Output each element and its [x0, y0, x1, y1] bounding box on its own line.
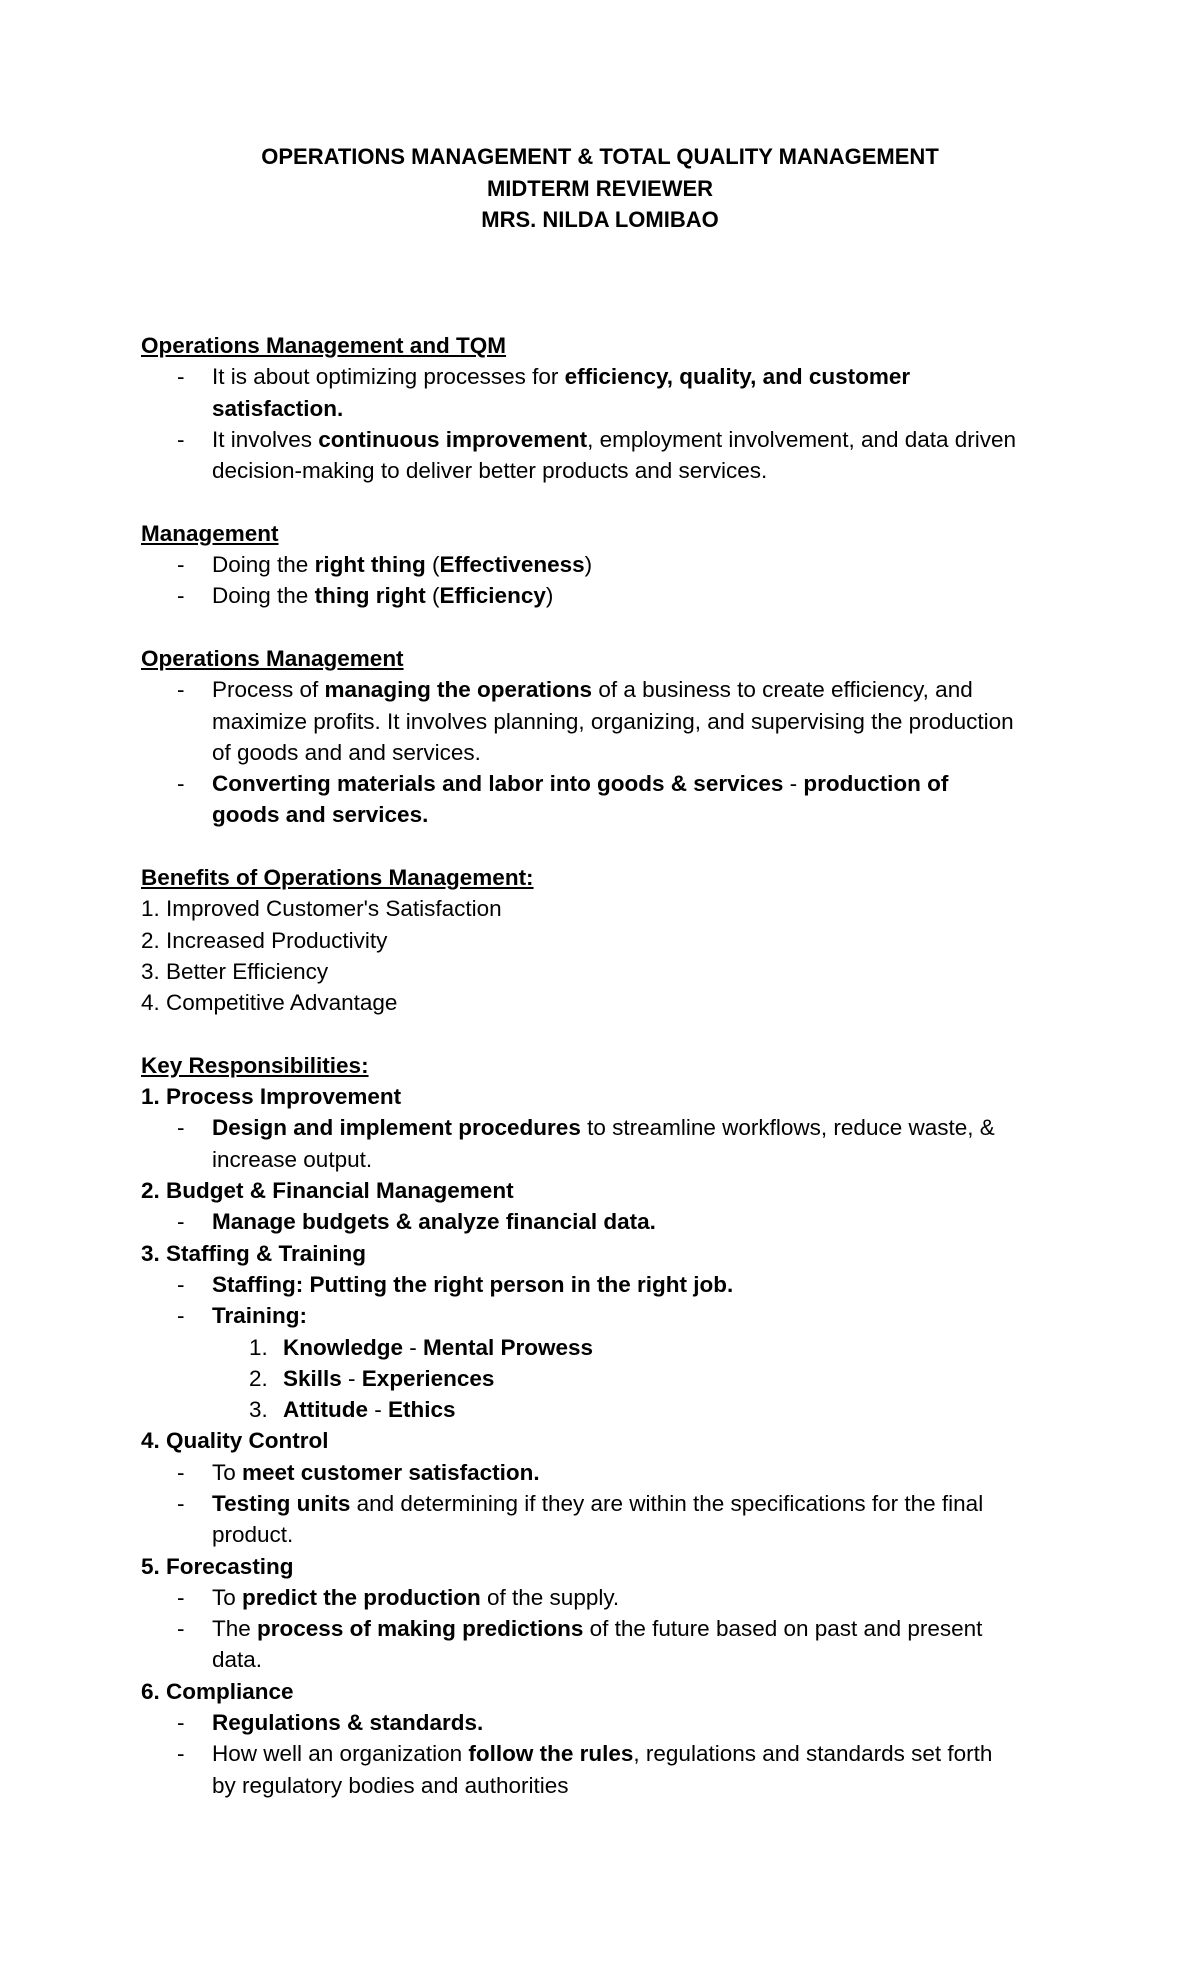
text: Doing the: [212, 552, 315, 578]
text: The: [212, 1616, 258, 1642]
bullet-item: [141, 1582, 1081, 1613]
dash-marker: -: [177, 1616, 185, 1642]
bold-text: 5. Forecasting: [141, 1553, 294, 1579]
section-benefits: [141, 862, 1081, 1018]
bold-text: 6. Compliance: [141, 1678, 294, 1704]
bold-text: production of: [803, 771, 949, 797]
text: , employment involvement, and data driven: [587, 426, 1017, 452]
bold-text: satisfaction.: [212, 395, 344, 421]
bold-text: follow the rules: [468, 1741, 634, 1767]
text: of the supply.: [480, 1584, 620, 1610]
bold-text: goods and services.: [212, 802, 429, 828]
text: (: [425, 583, 440, 609]
dash-marker: -: [177, 1741, 185, 1767]
section-title: Operations Management and TQM: [141, 333, 507, 358]
numbered-sub-item: [141, 1363, 1081, 1394]
bold-text: 1. Process Improvement: [141, 1084, 402, 1110]
bold-text: Ethics: [387, 1397, 456, 1423]
number-marker: 3.: [249, 1397, 268, 1423]
bullet-item: [141, 580, 1081, 611]
dash-marker: -: [177, 1115, 185, 1141]
text: of goods and and services.: [212, 739, 481, 765]
numbered-sub-item: [141, 1394, 1081, 1425]
bold-text: 2. Budget & Financial Management: [141, 1178, 514, 1204]
dash-marker: -: [177, 552, 185, 578]
document-header: [0, 141, 1200, 236]
section-title: Benefits of Operations Management:: [141, 865, 534, 891]
responsibility-heading: [141, 1676, 1081, 1707]
list-item: 1. Improved Customer's Satisfaction: [141, 896, 502, 922]
bullet-item: [141, 549, 1081, 580]
dash-marker: -: [177, 1490, 185, 1516]
number-marker: 2.: [249, 1365, 268, 1391]
text: maximize profits. It involves planning, organizing, and supervising the production: [212, 708, 1014, 734]
bold-text: Attitude: [283, 1397, 368, 1423]
responsibility-heading: [141, 1238, 1081, 1269]
bullet-item: [141, 1707, 1081, 1738]
dash-marker: -: [177, 771, 185, 797]
section-title: Management: [141, 520, 279, 546]
text: Doing the: [212, 583, 315, 609]
bullet-item: [141, 1206, 1081, 1237]
responsibility-heading: [141, 1175, 1081, 1206]
text: decision-making to deliver better products and services.: [212, 458, 768, 484]
responsibility-heading: [141, 1425, 1081, 1456]
section-operations-management: [141, 643, 1081, 831]
separator: -: [367, 1397, 388, 1423]
bullet-item: [141, 1488, 1081, 1551]
bold-text: efficiency, quality, and customer: [564, 364, 911, 390]
number-marker: 1.: [249, 1334, 268, 1360]
text: and determining if they are within the specifications for the final: [350, 1490, 984, 1516]
text: product.: [212, 1522, 294, 1548]
section-management: [141, 518, 1081, 612]
bold-text: Staffing: Putting the right person in the right job.: [212, 1271, 734, 1297]
section-key-responsibilities: [141, 1050, 1081, 1801]
bold-text: Converting materials and labor into goods & services: [212, 771, 784, 797]
bold-text: 4. Quality Control: [141, 1428, 329, 1454]
bullet-item: [141, 1112, 1081, 1175]
dash-marker: -: [177, 1303, 185, 1329]
bold-text: continuous improvement: [318, 426, 588, 452]
text: , regulations and standards set forth: [633, 1741, 993, 1767]
dash-marker: -: [177, 426, 185, 452]
header-subtitle: MIDTERM REVIEWER: [486, 175, 714, 201]
text: ): [584, 552, 593, 578]
section-om-tqm: [141, 330, 1081, 486]
responsibility-heading: [141, 1551, 1081, 1582]
bold-text: Efficiency: [439, 583, 546, 609]
text: of the future based on past and present: [583, 1616, 983, 1642]
bold-text: process of making predictions: [257, 1616, 584, 1642]
text: Process of: [212, 677, 325, 703]
bullet-item: [141, 674, 1081, 768]
bold-text: Skills: [283, 1365, 342, 1391]
text: to streamline workflows, reduce waste, &: [580, 1115, 995, 1141]
bold-text: right thing: [314, 552, 426, 578]
bold-text: Mental Prowess: [423, 1334, 594, 1360]
text: ): [545, 583, 554, 609]
bullet-item: [141, 1738, 1081, 1801]
bullet-item: [141, 361, 1081, 424]
bullet-item: [141, 1457, 1081, 1488]
bold-text: thing right: [314, 583, 426, 609]
bold-text: Testing units: [212, 1490, 351, 1516]
dash-marker: -: [177, 583, 185, 609]
bold-text: Design and implement procedures: [212, 1115, 581, 1141]
dash-marker: -: [177, 1584, 185, 1610]
section-title: Key Responsibilities:: [141, 1052, 369, 1078]
bold-text: Regulations & standards.: [212, 1710, 484, 1736]
bold-text: meet customer satisfaction.: [242, 1459, 540, 1485]
section-title: Operations Management: [141, 645, 404, 671]
dash-marker: -: [177, 1710, 185, 1736]
bold-text: 3. Staffing & Training: [141, 1240, 367, 1266]
text: It involves: [212, 426, 319, 452]
document-body: [141, 330, 1081, 1801]
bold-text: Effectiveness: [439, 552, 585, 578]
header-title: OPERATIONS MANAGEMENT & TOTAL QUALITY MANAGEMENT: [261, 144, 939, 169]
bold-text: Training:: [212, 1303, 307, 1329]
dash-marker: -: [177, 1459, 185, 1485]
text: To: [212, 1584, 243, 1610]
bullet-item: [141, 768, 1081, 831]
bold-text: Experiences: [361, 1365, 495, 1391]
text: data.: [212, 1647, 263, 1673]
text: of a business to create efficiency, and: [592, 677, 973, 703]
bullet-item: [141, 1300, 1081, 1331]
text: It is about optimizing processes for: [212, 364, 565, 390]
text: To: [212, 1459, 243, 1485]
text: by regulatory bodies and authorities: [212, 1772, 569, 1798]
list-item: 3. Better Efficiency: [141, 958, 329, 984]
bold-text: predict the production: [242, 1584, 481, 1610]
text: increase output.: [212, 1146, 373, 1172]
bold-text: Knowledge: [283, 1334, 404, 1360]
bold-text: Manage budgets & analyze financial data.: [212, 1209, 656, 1235]
bold-text: managing the operations: [324, 677, 593, 703]
bullet-item: [141, 1269, 1081, 1300]
dash-marker: -: [177, 1271, 185, 1297]
dash-marker: -: [177, 1209, 185, 1235]
list-item: 2. Increased Productivity: [141, 927, 388, 953]
text: How well an organization: [212, 1741, 469, 1767]
text: -: [783, 771, 804, 797]
bullet-item: [141, 424, 1081, 487]
separator: -: [403, 1334, 424, 1360]
numbered-sub-item: [141, 1332, 1081, 1363]
separator: -: [341, 1365, 362, 1391]
responsibility-heading: [141, 1081, 1081, 1112]
text: (: [425, 552, 440, 578]
bullet-item: [141, 1613, 1081, 1676]
list-item: 4. Competitive Advantage: [141, 990, 398, 1016]
dash-marker: -: [177, 364, 185, 390]
dash-marker: -: [177, 677, 185, 703]
header-instructor: MRS. NILDA LOMIBAO: [481, 207, 719, 232]
